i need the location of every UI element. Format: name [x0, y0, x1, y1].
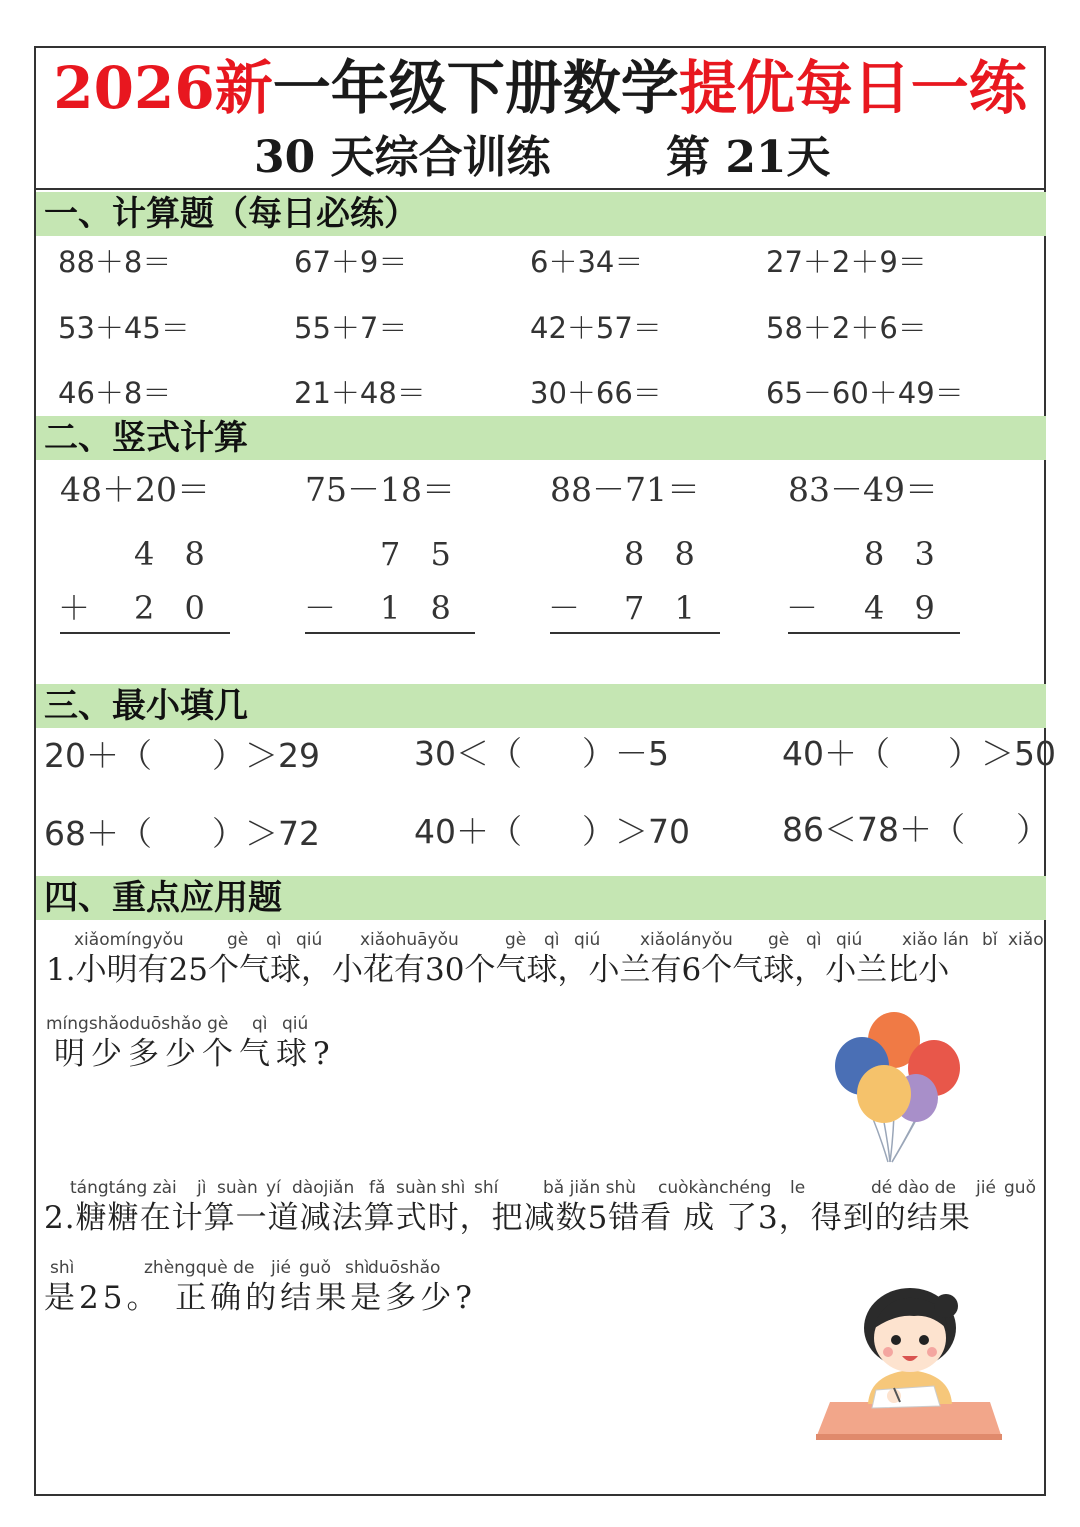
calc-item: 21＋48＝	[294, 376, 426, 410]
title-middle: 一年级下册数学	[272, 54, 679, 122]
pinyin: qiú	[574, 930, 601, 950]
fill-left: 86＜78＋（	[782, 810, 965, 849]
vertical-answer-line	[550, 632, 720, 634]
vertical-bottom-number: 4 9	[864, 589, 945, 627]
pinyin: xiǎolányǒu	[640, 930, 733, 950]
vertical-bottom-number: 1 8	[380, 589, 461, 627]
pinyin: guǒ	[299, 1258, 331, 1278]
vertical-expression: 75－18＝	[305, 470, 455, 509]
fill-right: ）＞72	[212, 814, 320, 853]
section2-heading: 二、竖式计算	[36, 416, 1046, 460]
fill-right: ）＞70	[582, 812, 690, 851]
balloon-yellow	[857, 1065, 911, 1123]
problem-2-line-2: 是25。 正确的结果是多少?	[44, 1280, 476, 1316]
pinyin: shì	[441, 1178, 466, 1198]
calc-item: 27＋2＋9＝	[766, 245, 927, 279]
calc-item: 30＋66＝	[530, 376, 662, 410]
girl-writing-illustration	[814, 1284, 1006, 1442]
calc-item: 6＋34＝	[530, 245, 644, 279]
vertical-operator: ＋	[58, 589, 91, 627]
vertical-operator: －	[304, 589, 337, 627]
pinyin: zhèngquè de	[144, 1258, 255, 1278]
pinyin: qiú	[836, 930, 863, 950]
pinyin: xiǎo lán	[902, 930, 969, 950]
pinyin: yí	[266, 1178, 281, 1198]
vertical-expression: 83－49＝	[788, 470, 938, 509]
vertical-expression: 48＋20＝	[60, 470, 210, 509]
pinyin: tángtáng zài	[70, 1178, 177, 1198]
fill-left: 40＋（	[414, 812, 522, 851]
calc-item: 53＋45＝	[58, 311, 190, 345]
pinyin: jié	[271, 1258, 291, 1278]
calc-item: 67＋9＝	[294, 245, 408, 279]
pinyin: qì	[252, 1014, 268, 1034]
pinyin: jié	[976, 1178, 996, 1198]
section4-heading: 四、重点应用题	[36, 876, 1046, 920]
pinyin: duōshǎo	[368, 1258, 441, 1278]
title-divider	[36, 188, 1044, 190]
pinyin: gè	[227, 930, 249, 950]
pinyin: xiǎo	[1008, 930, 1044, 950]
pinyin: qì	[544, 930, 560, 950]
vertical-bottom-number: 7 1	[624, 589, 705, 627]
pinyin: fǎ	[369, 1178, 386, 1198]
problem-1-line-2: 明少多少个气球?	[54, 1036, 336, 1072]
fill-left: 20＋（	[44, 736, 152, 775]
fill-left: 30＜（	[414, 734, 522, 773]
pinyin: cuòkànchéng	[658, 1178, 772, 1198]
pinyin: dàojiǎn	[292, 1178, 355, 1198]
pinyin: gè	[768, 930, 790, 950]
title-year: 2026	[53, 54, 215, 122]
fill-right: ）＞29	[212, 736, 320, 775]
vertical-top-number: 8 8	[624, 535, 705, 573]
vertical-answer-line	[788, 632, 960, 634]
pinyin: suàn	[217, 1178, 258, 1198]
fill-right: ）	[1016, 810, 1049, 849]
pinyin: bǎ jiǎn shù	[543, 1178, 637, 1198]
calc-item: 58＋2＋6＝	[766, 311, 927, 345]
vertical-operator: －	[548, 589, 581, 627]
pinyin: jì	[197, 1178, 207, 1198]
vertical-top-number: 7 5	[380, 535, 461, 573]
vertical-operator: －	[786, 589, 819, 627]
vertical-top-number: 8 3	[864, 535, 945, 573]
section1-heading: 一、计算题（每日必练）	[36, 192, 1046, 236]
fill-right: ）＞50	[948, 734, 1056, 773]
fill-right: ）－5	[582, 734, 669, 773]
calc-item: 42＋57＝	[530, 311, 662, 345]
pinyin: bǐ	[982, 930, 998, 950]
calc-item: 55＋7＝	[294, 311, 408, 345]
vertical-answer-line	[60, 632, 230, 634]
pinyin: shí	[474, 1178, 499, 1198]
fill-left: 68＋（	[44, 814, 152, 853]
calc-item: 65－60＋49＝	[766, 376, 964, 410]
pinyin: guǒ	[1004, 1178, 1036, 1198]
vertical-expression: 88－71＝	[550, 470, 700, 509]
pinyin: xiǎomíngyǒu	[74, 930, 184, 950]
subtitle-right: 第 21天	[666, 132, 831, 183]
pinyin: qiú	[282, 1014, 309, 1034]
pinyin: qì	[266, 930, 282, 950]
balloons-illustration	[826, 1008, 966, 1172]
subtitle-left: 30 天综合训练	[254, 132, 551, 183]
pinyin: qì	[806, 930, 822, 950]
pinyin: qiú	[296, 930, 323, 950]
vertical-bottom-number: 2 0	[134, 589, 215, 627]
page-title	[36, 50, 1044, 126]
vertical-answer-line	[305, 632, 475, 634]
paper	[872, 1386, 940, 1408]
calc-item: 88＋8＝	[58, 245, 172, 279]
fill-left: 40＋（	[782, 734, 890, 773]
pinyin: gè	[505, 930, 527, 950]
problem-1-line-1: 1.小明有25个气球，小花有30个气球，小兰有6个气球，小兰比小	[46, 952, 950, 988]
vertical-top-number: 4 8	[134, 535, 215, 573]
pinyin: shì	[50, 1258, 75, 1278]
pinyin: le	[790, 1178, 806, 1198]
title-new: 新	[214, 54, 273, 122]
title-tail: 提优每日一练	[678, 54, 1027, 122]
pinyin: dé dào de	[871, 1178, 956, 1198]
pinyin: míngshǎoduōshǎo gè	[46, 1014, 229, 1034]
section3-heading: 三、最小填几	[36, 684, 1046, 728]
pinyin: shì	[345, 1258, 370, 1278]
pinyin: suàn	[396, 1178, 437, 1198]
problem-2-line-1: 2.糖糖在计算一道减法算式时，把减数5错看 成 了3，得到的结果	[44, 1200, 971, 1236]
calc-item: 46＋8＝	[58, 376, 172, 410]
pinyin: xiǎohuāyǒu	[360, 930, 459, 950]
